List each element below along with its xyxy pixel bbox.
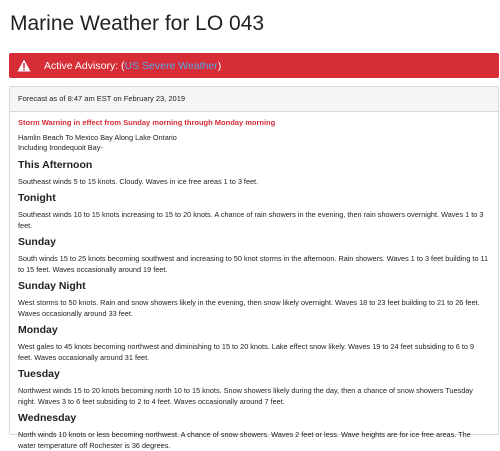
forecast-period: [18, 233, 490, 275]
forecast-area: [18, 133, 490, 152]
forecast-header: Forecast as of 8:47 am EST on February 23, 2019: [10, 87, 498, 112]
forecast-period: [18, 189, 490, 231]
advisory-banner: [9, 53, 499, 78]
page-title: Marine Weather for LO 043: [10, 12, 265, 35]
area-line: Hamlin Beach To Mexico Bay Along Lake Ontario: [18, 133, 177, 142]
period-text: West storms to 50 knots. Rain and snow showers likely in the evening, then snow likely overnight. Waves 18 to 23 feet building to 21 to 26 feet. Waves occasionally around 33 feet.: [18, 298, 480, 318]
forecast-period: [18, 365, 490, 407]
period-name: This Afternoon: [18, 159, 93, 171]
advisory-suffix: ): [217, 59, 222, 72]
forecast-period: [18, 321, 490, 363]
period-text: South winds 15 to 25 knots becoming southwest and increasing to 50 knot storms in the afternoon. Rain showers. Waves 1 to 3 feet building to 11 to 15 feet. Waves occasionally around 19 feet.: [18, 254, 489, 274]
period-name: Tonight: [18, 192, 56, 204]
forecast-panel: [9, 86, 499, 450]
forecast-body: [10, 112, 498, 451]
warning-triangle-icon: [17, 59, 31, 72]
storm-warning: Storm Warning in effect from Sunday morning through Monday morning: [18, 118, 276, 127]
period-name: Sunday Night: [18, 280, 86, 292]
period-name: Tuesday: [18, 368, 60, 380]
forecast-period: [18, 156, 490, 187]
period-text: Southeast winds 5 to 15 knots. Cloudy. Waves in ice free areas 1 to 3 feet.: [18, 177, 259, 186]
period-name: Monday: [18, 324, 58, 336]
period-text: West gales to 45 knots becoming northwest and diminishing to 15 to 20 knots. Lake effect snow likely. Waves 19 to 24 feet subsiding to 6 to 9 feet. Waves occasionally around 31 feet.: [18, 342, 475, 362]
period-text: Northwest winds 15 to 20 knots becoming north 10 to 15 knots. Snow showers likely during the day, then a chance of snow showers Tuesday night. Waves 3 to 6 feet subsiding to 2 to 4 feet. Waves occasionally around 7 feet.: [18, 386, 473, 406]
area-line: Including Irondequoit Bay-: [18, 142, 103, 152]
forecast-period: [18, 409, 490, 451]
advisory-label: Active Advisory: (: [44, 59, 125, 72]
period-text: North winds 10 knots or less becoming northwest. A chance of snow showers. Waves 2 feet or less. Wave heights are for ice free areas. The water temperature off Rochester is 36 degrees.: [18, 430, 471, 450]
advisory-link[interactable]: US Severe Weather: [124, 59, 218, 72]
period-name: Wednesday: [18, 412, 77, 424]
forecast-period: [18, 277, 490, 319]
period-name: Sunday: [18, 236, 56, 248]
period-text: Southeast winds 10 to 15 knots increasing to 15 to 20 knots. A chance of rain showers in the evening, then rain showers overnight. Waves 1 to 3 feet.: [18, 210, 484, 230]
